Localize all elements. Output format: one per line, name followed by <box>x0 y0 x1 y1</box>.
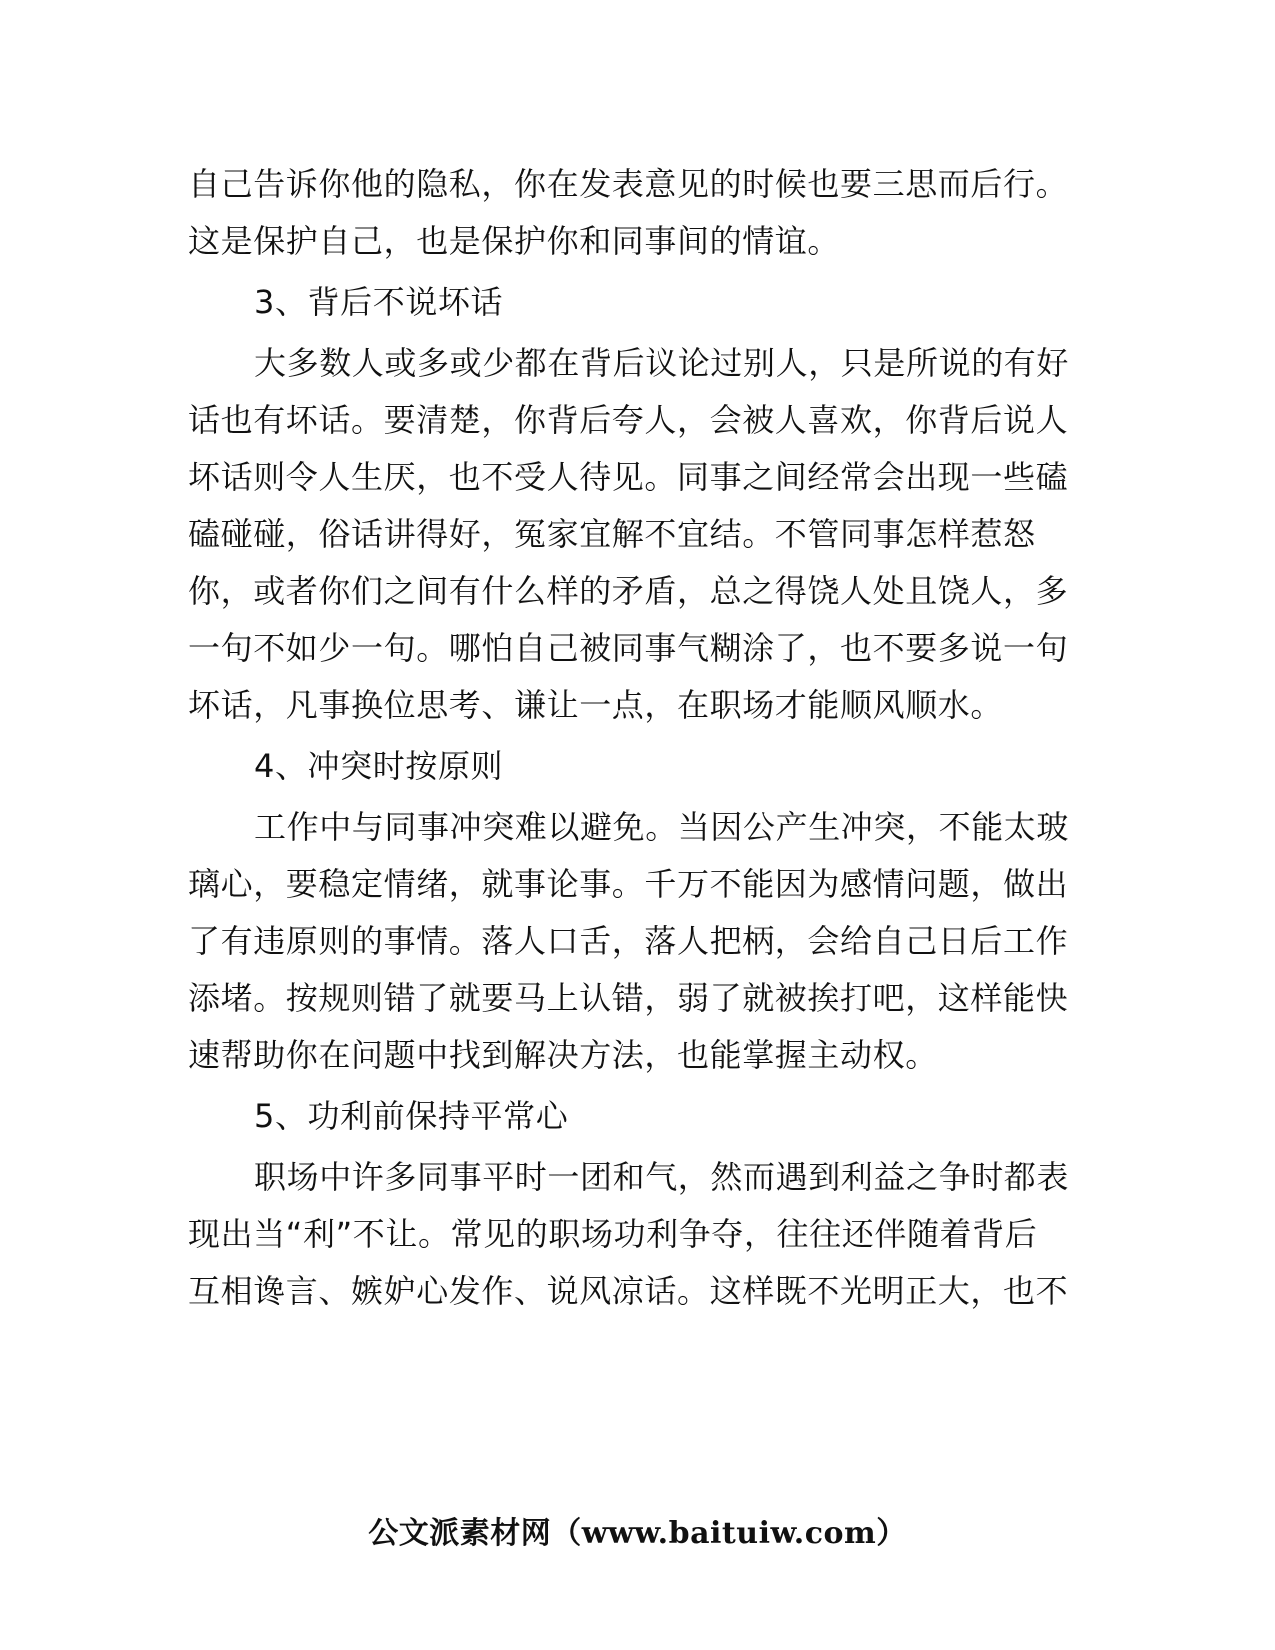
body-line: 坏话则令人生厌，也不受人待见。同事之间经常会出现一些磕 <box>188 458 1069 496</box>
section-heading: 5、功利前保持平常心 <box>254 1097 569 1135</box>
section-heading: 4、冲突时按原则 <box>254 747 504 785</box>
body-line: 话也有坏话。要清楚，你背后夸人，会被人喜欢，你背后说人 <box>188 401 1069 439</box>
body-line: 自己告诉你他的隐私，你在发表意见的时候也要三思而后行。 <box>188 165 1069 203</box>
body-line: 璃心，要稳定情绪，就事论事。千万不能因为感情问题，做出 <box>188 865 1069 903</box>
body-line: 互相谗言、嫉妒心发作、说风凉话。这样既不光明正大，也不 <box>188 1272 1069 1310</box>
body-line: 坏话，凡事换位思考、谦让一点，在职场才能顺风顺水。 <box>188 686 1004 724</box>
body-line: 职场中许多同事平时一团和气，然而遇到利益之争时都表 <box>254 1158 1070 1196</box>
body-line: 一句不如少一句。哪怕自己被同事气糊涂了，也不要多说一句 <box>188 629 1069 667</box>
body-line: 工作中与同事冲突难以避免。当因公产生冲突，不能太玻 <box>254 808 1070 846</box>
body-line: 你，或者你们之间有什么样的矛盾，总之得饶人处且饶人，多 <box>188 572 1069 610</box>
body-line: 现出当“利”不让。常见的职场功利争夺，往往还伴随着背后 <box>188 1215 1038 1253</box>
body-line: 了有违原则的事情。落人口舌，落人把柄，会给自己日后工作 <box>188 922 1069 960</box>
body-line: 速帮助你在问题中找到解决方法，也能掌握主动权。 <box>188 1036 938 1074</box>
body-line: 磕碰碰，俗话讲得好，冤家宜解不宜结。不管同事怎样惹怒 <box>188 515 1036 553</box>
body-line: 添堵。按规则错了就要马上认错，弱了就被挨打吧，这样能快 <box>188 979 1069 1017</box>
document-body <box>188 156 1088 1320</box>
body-line: 大多数人或多或少都在背后议论过别人，只是所说的有好 <box>254 344 1070 382</box>
section-heading: 3、背后不说坏话 <box>254 283 504 321</box>
body-line: 这是保护自己，也是保护你和同事间的情谊。 <box>188 222 841 260</box>
footer-watermark: 公文派素材网（www.baituiw.com） <box>368 1516 907 1551</box>
